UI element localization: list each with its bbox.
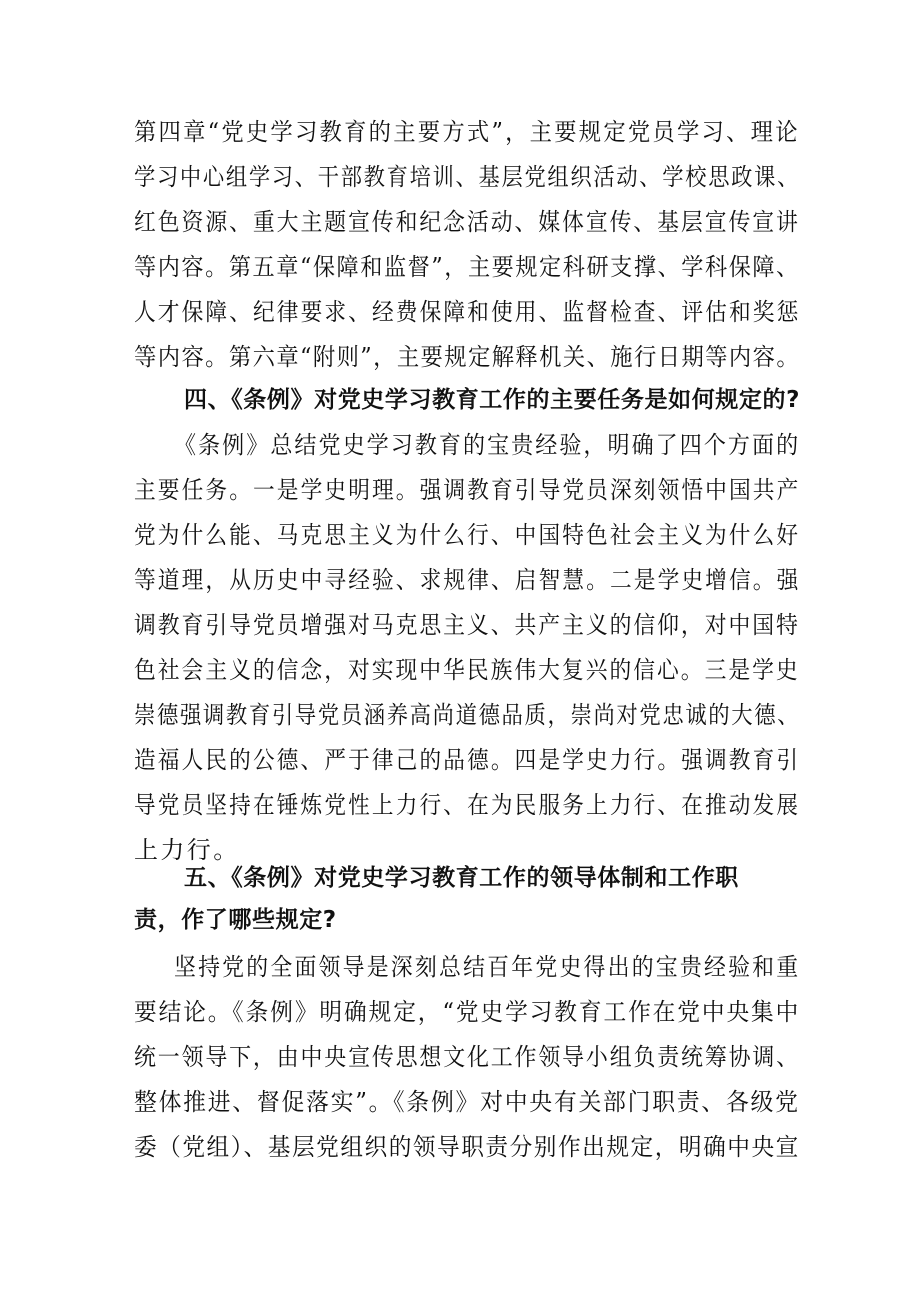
body-text-line: 红色资源、重大主题宣传和纪念活动、媒体宣传、基层宣传宣讲 <box>134 208 800 236</box>
body-text-line: 上力行。 <box>134 836 240 864</box>
paragraph-first-line: 坚持党的全面领导是深刻总结百年党史得出的宝贵经验和重 <box>174 953 801 981</box>
paragraph-first-line: 《条例》总结党史学习教育的宝贵经验，明确了四个方面的 <box>174 431 801 459</box>
body-text-line: 要结论。《条例》明确规定，“党史学习教育工作在党中央集中 <box>134 998 801 1026</box>
body-text-line: 委（党组）、基层党组织的领导职责分别作出规定，明确中央宣 <box>134 1133 800 1161</box>
body-text-line: 人才保障、纪律要求、经费保障和使用、监督检查、评估和奖惩 <box>134 298 801 326</box>
body-text-line: 崇德强调教育引导党员涵养高尚道德品质，崇尚对党忠诚的大德、 <box>134 701 801 729</box>
body-text-line: 党为什么能、马克思主义为什么行、中国特色社会主义为什么好 <box>134 521 801 549</box>
body-text-line: 第四章“党史学习教育的主要方式”，主要规定党员学习、理论 <box>134 118 800 146</box>
body-text-line: 等内容。第五章“保障和监督”，主要规定科研支撑、学科保障、 <box>134 253 800 281</box>
body-text-line: 调教育引导党员增强对马克思主义、共产主义的信仰，对中国特 <box>134 611 800 639</box>
body-text-line: 等道理，从历史中寻经验、求规律、启智慧。二是学史增信。强 <box>134 566 801 594</box>
section-heading-5: 五、《条例》对党史学习教育工作的领导体制和工作职 <box>184 865 739 891</box>
body-text-line: 主要任务。一是学史明理。强调教育引导党员深刻领悟中国共产 <box>134 476 801 504</box>
body-text-line: 造福人民的公德、严于律己的品德。四是学史力行。强调教育引 <box>134 746 801 774</box>
body-text-line: 导党员坚持在锤炼党性上力行、在为民服务上力行、在推动发展 <box>134 791 801 819</box>
section-heading-5-continued: 责，作了哪些规定? <box>134 907 337 933</box>
body-text-line: 等内容。第六章“附则”，主要规定解释机关、施行日期等内容。 <box>134 343 801 371</box>
body-text-line: 色社会主义的信念，对实现中华民族伟大复兴的信心。三是学史 <box>134 656 800 684</box>
body-text-line: 统一领导下，由中央宣传思想文化工作领导小组负责统筹协调、 <box>134 1043 800 1071</box>
body-text-line: 学习中心组学习、干部教育培训、基层党组织活动、学校思政课、 <box>134 163 801 191</box>
section-heading-4: 四、《条例》对党史学习教育工作的主要任务是如何规定的? <box>184 387 801 413</box>
body-text-line: 整体推进、督促落实”。《条例》对中央有关部门职责、各级党 <box>134 1088 800 1116</box>
